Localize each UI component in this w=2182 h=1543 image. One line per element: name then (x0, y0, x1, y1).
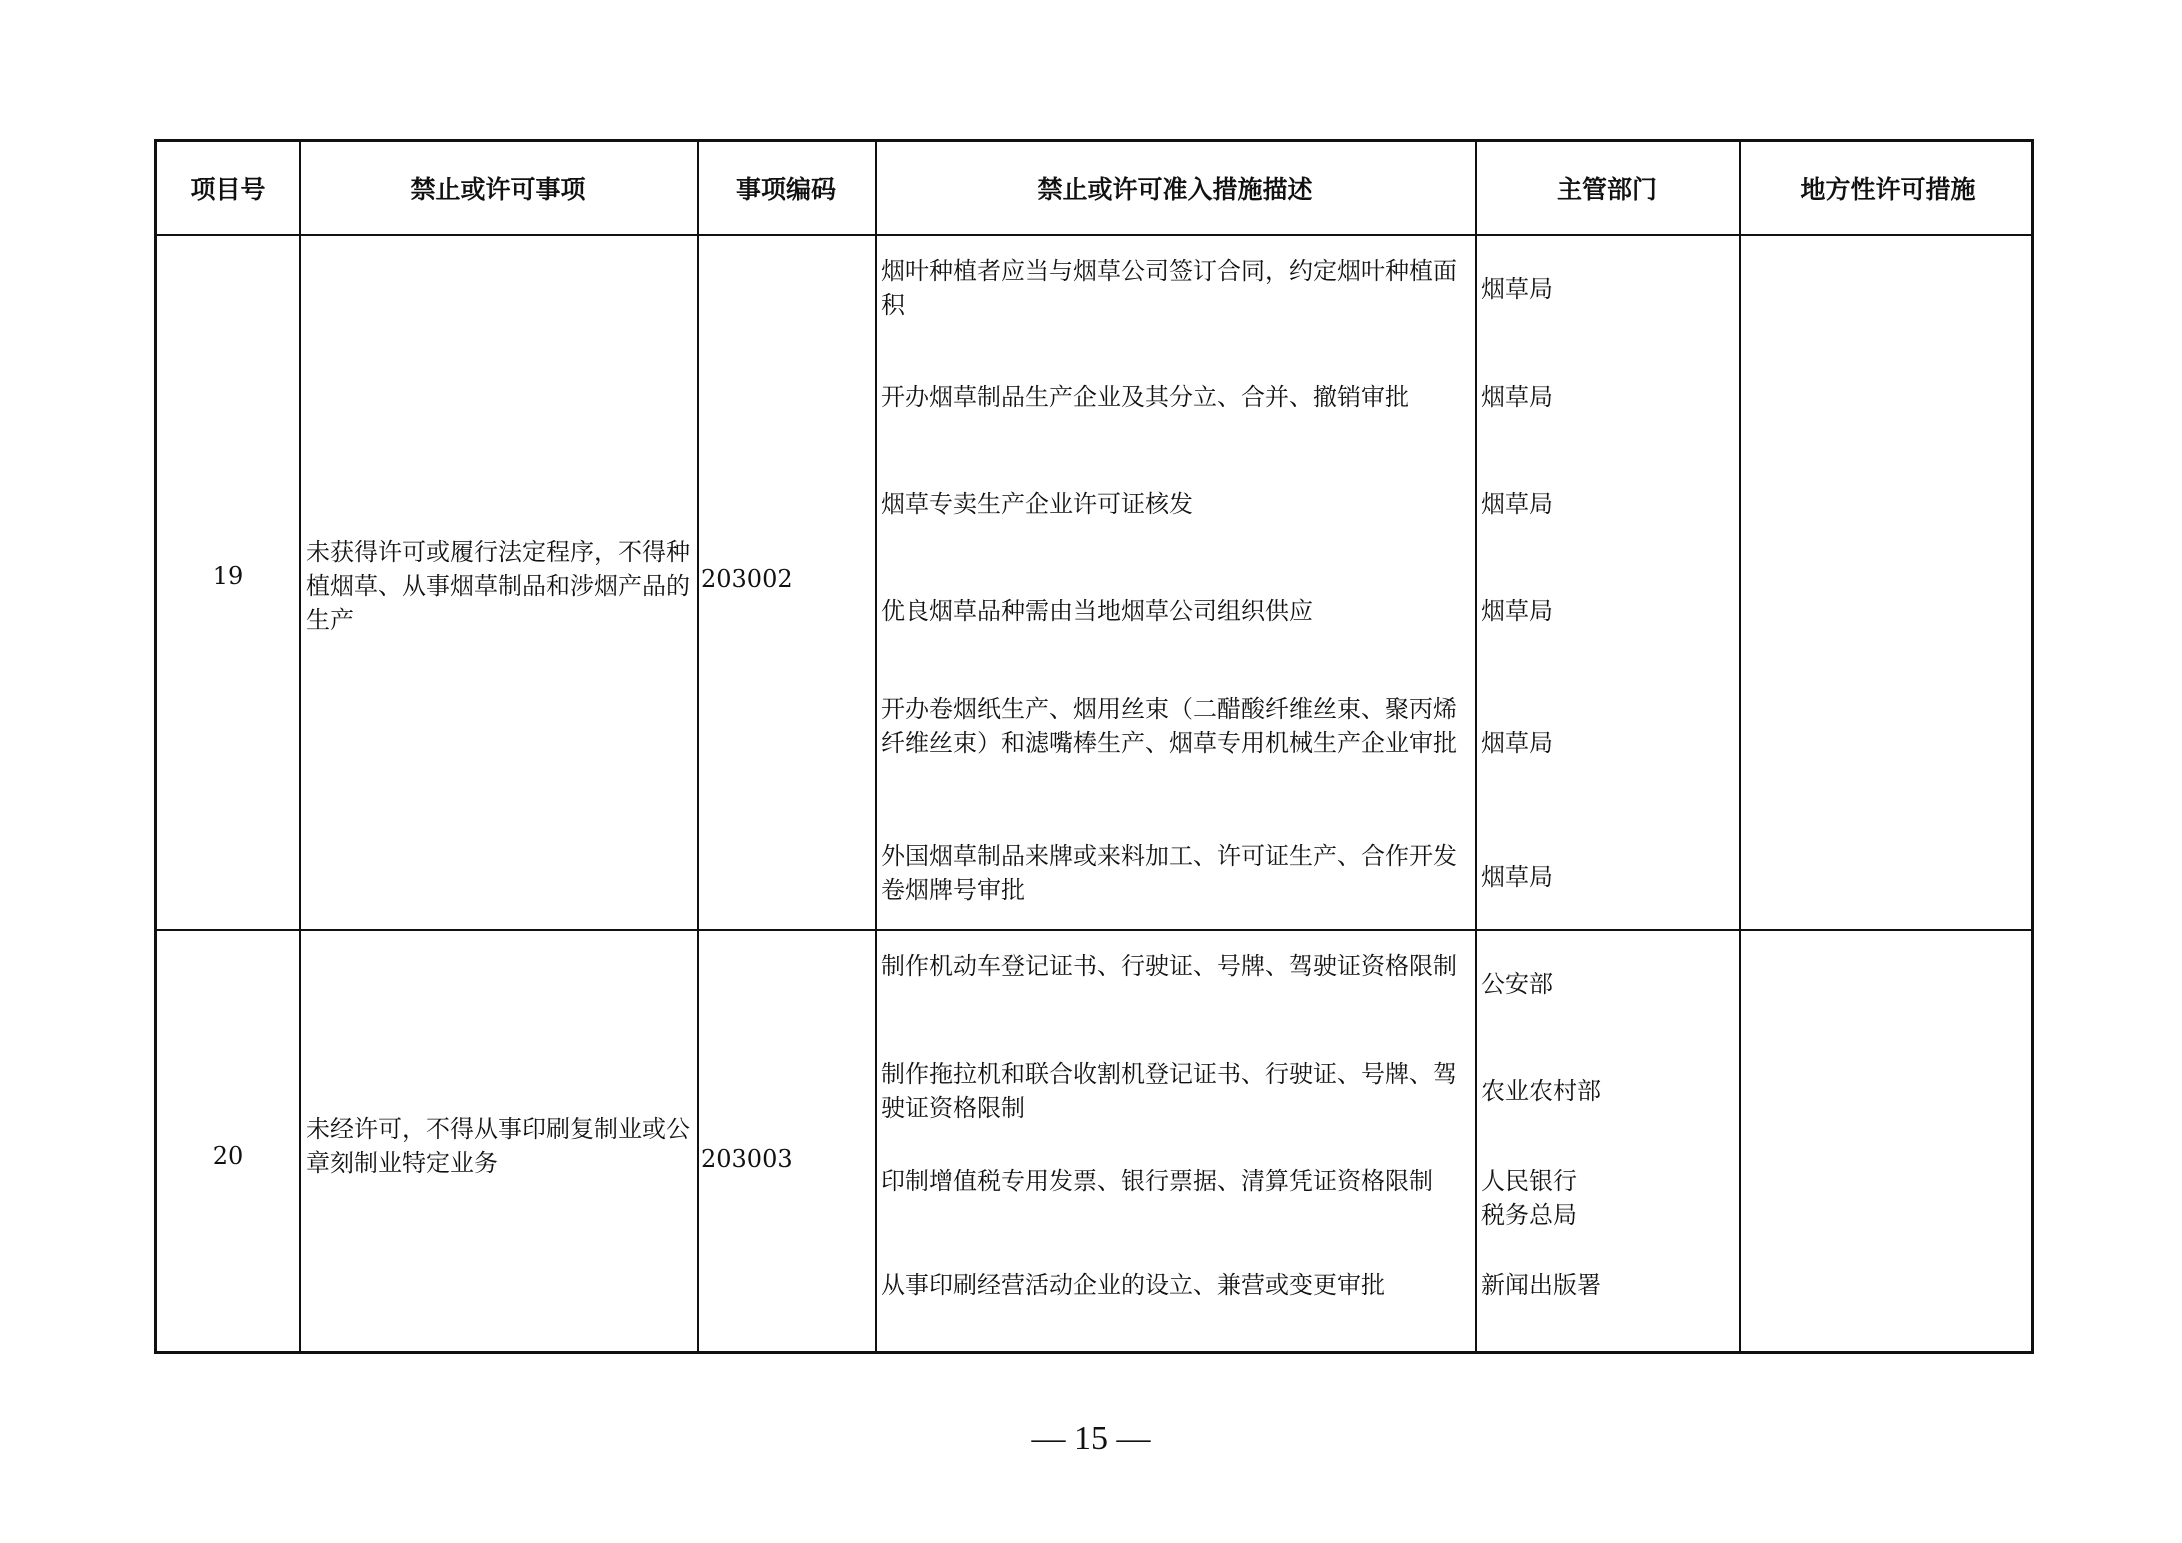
measure-description: 开办卷烟纸生产、烟用丝束（二醋酸纤维丝束、聚丙烯纤维丝束）和滤嘴棒生产、烟草专用机械生产企业审批 (881, 695, 1457, 757)
department: 烟草局 (1481, 490, 1553, 518)
header-item-number: 项目号 (190, 175, 266, 204)
department: 新闻出版署 (1481, 1271, 1601, 1299)
measure-description: 优良烟草品种需由当地烟草公司组织供应 (881, 597, 1313, 625)
permit-item-text: 未经许可，不得从事印刷复制业或公章刻制业特定业务 (306, 1115, 690, 1177)
measure-description: 印制增值税专用发票、银行票据、清算凭证资格限制 (881, 1167, 1433, 1195)
item-number: 20 (212, 1142, 244, 1170)
group-divider (157, 929, 2031, 931)
column-divider (697, 142, 699, 1351)
column-divider (1739, 142, 1741, 1351)
item-code: 203003 (701, 1145, 793, 1173)
header-divider (157, 234, 2031, 236)
permit-item-text: 未获得许可或履行法定程序，不得种植烟草、从事烟草制品和涉烟产品的生产 (306, 538, 690, 634)
department: 农业农村部 (1481, 1077, 1601, 1105)
measure-description: 外国烟草制品来牌或来料加工、许可证生产、合作开发卷烟牌号审批 (881, 842, 1457, 904)
measure-description: 烟叶种植者应当与烟草公司签订合同，约定烟叶种植面积 (881, 257, 1457, 319)
measure-description: 开办烟草制品生产企业及其分立、合并、撤销审批 (881, 383, 1409, 411)
column-divider (299, 142, 301, 1351)
header-local-measures: 地方性许可措施 (1800, 175, 1976, 204)
column-divider (1475, 142, 1477, 1351)
department: 人民银行 税务总局 (1481, 1167, 1577, 1229)
header-item-code: 事项编码 (735, 175, 836, 204)
permit-table (154, 139, 2034, 1354)
header-measure-description: 禁止或许可准入措施描述 (1037, 175, 1313, 204)
department: 烟草局 (1481, 863, 1553, 891)
measure-description: 烟草专卖生产企业许可证核发 (881, 490, 1193, 518)
header-department: 主管部门 (1556, 175, 1657, 204)
department: 烟草局 (1481, 383, 1553, 411)
measure-description: 制作机动车登记证书、行驶证、号牌、驾驶证资格限制 (881, 952, 1457, 980)
department: 烟草局 (1481, 597, 1553, 625)
department: 公安部 (1481, 970, 1553, 998)
header-permit-item: 禁止或许可事项 (410, 175, 586, 204)
item-code: 203002 (701, 565, 793, 593)
page-number: — 15 — (1031, 1420, 1151, 1457)
measure-description: 制作拖拉机和联合收割机登记证书、行驶证、号牌、驾驶证资格限制 (881, 1060, 1457, 1122)
item-number: 19 (212, 562, 244, 590)
column-divider (875, 142, 877, 1351)
department: 烟草局 (1481, 275, 1553, 303)
measure-description: 从事印刷经营活动企业的设立、兼营或变更审批 (881, 1271, 1385, 1299)
department: 烟草局 (1481, 729, 1553, 757)
